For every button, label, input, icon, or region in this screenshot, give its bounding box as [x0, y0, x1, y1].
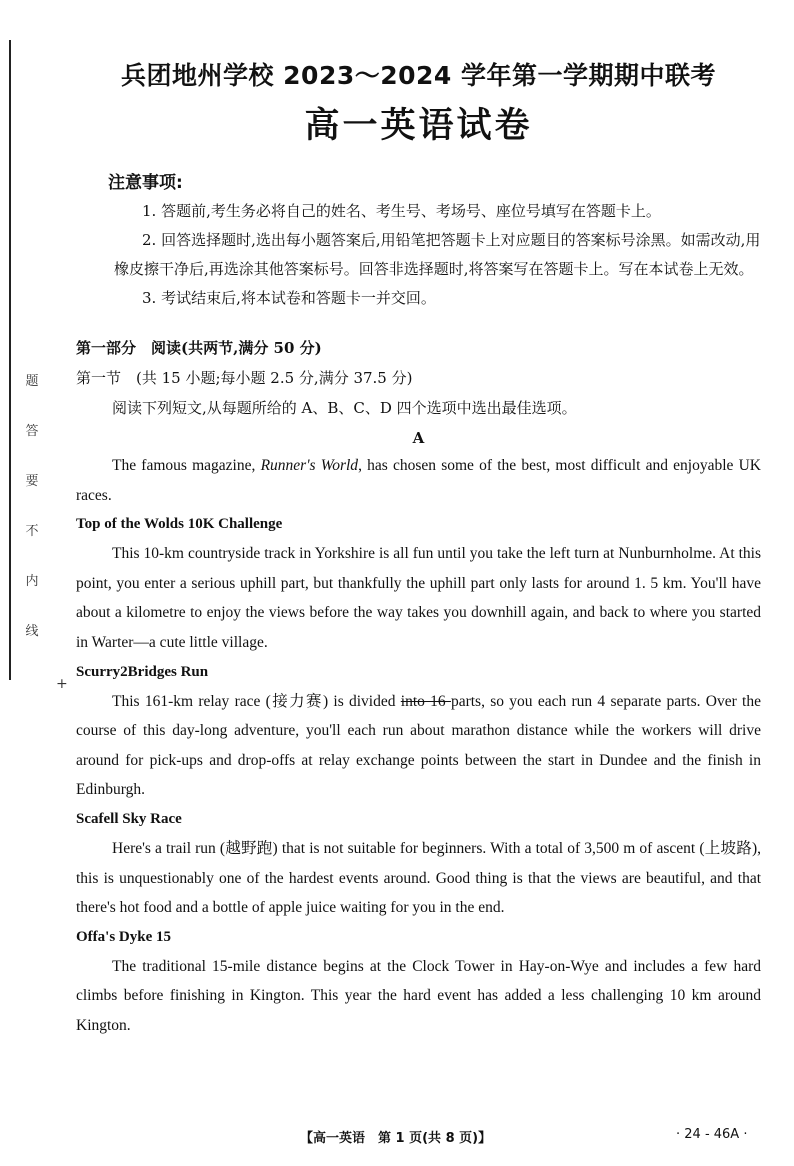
exam-page [76, 52, 761, 1041]
race-description: Here's a trail run (越野跑) that is not suitable for beginners. With a total of 3,500 m of ascent (上坡路), this is unquestionably one of the hardest events around. Good thing is that the views are beautiful, and that there's hot food and a bottle of apple juice waiting for you in the end. [76, 839, 761, 917]
margin-char: 线 [25, 624, 39, 639]
race-text-end: parts, so you each run 4 separate parts. Over the course of this day-long adventure, you'll each run about marathon distance while the workers will drive around for pick-ups and drop-offs at relay exchange points between the start in Dundee and the finish in Edinburgh. [76, 692, 761, 799]
binding-margin-text [22, 372, 42, 672]
race-heading: Scafell Sky Race [76, 810, 182, 827]
struck-text: into 16 [400, 692, 451, 710]
margin-char: 不 [25, 524, 39, 539]
race-description: The traditional 15-mile distance begins at the Clock Tower in Hay-on-Wye and includes a few hard climbs before finishing in Kington. This year the hard event has added a less challenging 10 km around Kington. [76, 957, 761, 1034]
note-item: 2. 回答选择题时,选出每小题答案后,用铅笔把答题卡上对应题目的答案标号涂黑。如需改动,用橡皮擦干净后,再选涂其他答案标号。回答非选择题时,将答案写在答题卡上。写在本试卷上无效。 [114, 231, 761, 278]
pencil-mark: + [56, 676, 68, 692]
exam-title: 兵团地州学校 2023～2024 学年第一学期期中联考 [120, 61, 717, 90]
notes-list [114, 197, 761, 313]
intro-text: The famous magazine, [112, 457, 261, 474]
section-title: 第一节 (共 15 小题;每小题 2.5 分,满分 37.5 分) [76, 369, 413, 387]
race-description [76, 687, 761, 805]
margin-char: 答 [25, 424, 39, 439]
magazine-name: Runner's World [260, 457, 359, 474]
passage-intro [76, 451, 761, 510]
binding-margin-line [9, 40, 11, 680]
section-instruction: 阅读下列短文,从每题所给的 A、B、C、D 四个选项中选出最佳选项。 [112, 399, 577, 417]
race-heading: Scurry2Bridges Run [76, 663, 209, 680]
race-heading: Offa's Dyke 15 [76, 928, 171, 945]
margin-char: 内 [25, 574, 39, 589]
passage-letter: A [412, 429, 425, 447]
margin-char: 要 [25, 474, 39, 489]
margin-char: 题 [25, 374, 39, 389]
part-title: 第一部分 阅读(共两节,满分 50 分) [76, 339, 322, 357]
note-item: 1. 答题前,考生务必将自己的姓名、考生号、考场号、座位号填写在答题卡上。 [142, 202, 661, 220]
race-heading: Top of the Wolds 10K Challenge [76, 516, 283, 533]
exam-subtitle: 高一英语试卷 [304, 106, 533, 146]
race-text: This 161-km relay race (接力赛) is divided [112, 692, 401, 710]
race-description: This 10-km countryside track in Yorkshire is all fun until you take the left turn at Nunburnholme. At this point, you enter a serious uphill part, but thankfully the uphill part only lasts for around 1. 5 km. You'll have about a kilometre to enjoy the views before the way takes you downhill again, and back to where you started in Warter—a cute little village. [76, 545, 761, 651]
notes-heading: 注意事项: [108, 173, 183, 193]
footer-page-info: 【高一英语 第 1 页(共 8 页)】 [300, 1131, 492, 1146]
note-item: 3. 考试结束后,将本试卷和答题卡一并交回。 [142, 289, 436, 307]
intro-text-end: , has chosen some of the best, most difficult and enjoyable UK races. [76, 457, 761, 504]
footer-code: · 24 - 46A · [676, 1127, 748, 1142]
